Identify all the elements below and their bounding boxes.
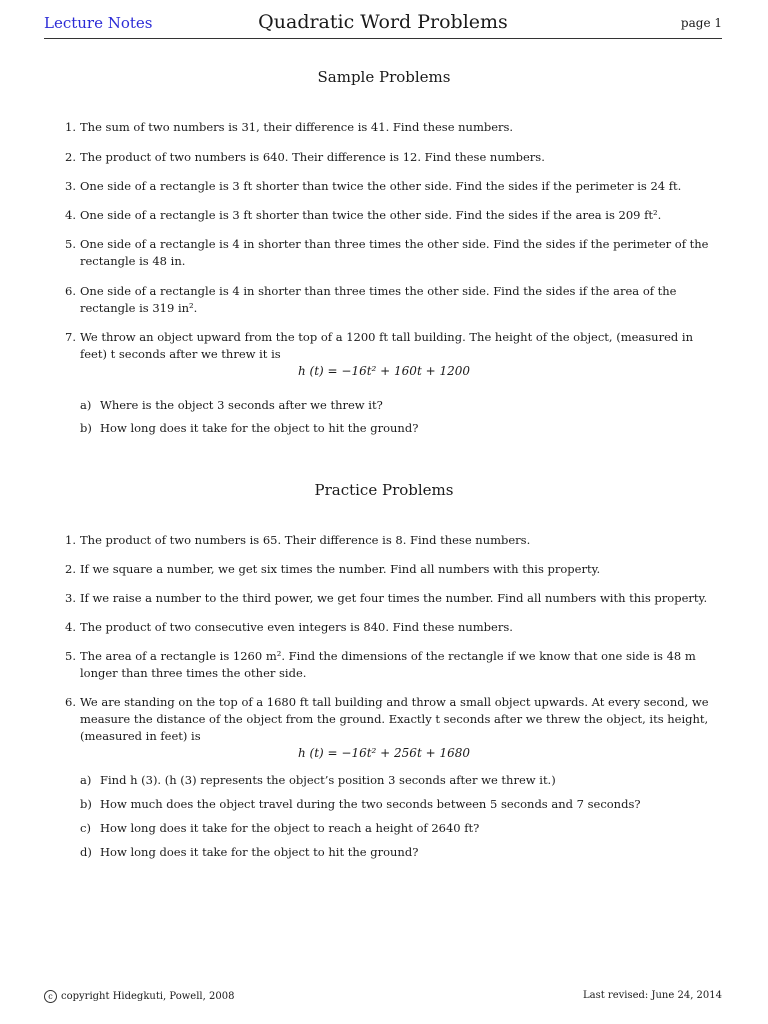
sample-problem (62, 283, 722, 317)
sample-problem (62, 119, 722, 136)
last-revised: Last revised: June 24, 2014 (583, 990, 722, 1001)
problem-text: We throw an object upward from the top of a 1200 ft tall building. The height of the object, (measured in feet) t seconds after we threw it is (80, 330, 693, 361)
practice-problem (62, 648, 722, 682)
practice-problem (62, 619, 722, 636)
problem-text: The sum of two numbers is 31, their difference is 41. Find these numbers. (80, 120, 514, 134)
problem-text: One side of a rectangle is 3 ft shorter than twice the other side. Find the sides if the perimeter is 24 ft. (80, 179, 682, 193)
practice-subquestion (80, 844, 722, 861)
copyright-notice (44, 990, 234, 1003)
problem-number: 2. (65, 150, 76, 164)
sample-problem (62, 178, 722, 195)
problem-number: 2. (65, 562, 76, 576)
subquestion-label: a) (80, 773, 92, 787)
sample-problems-heading: Sample Problems (317, 68, 451, 86)
practice-subquestion (80, 772, 722, 789)
practice-problems-heading: Practice Problems (314, 481, 454, 499)
practice-problem (62, 590, 722, 607)
sample-subquestion (80, 420, 722, 437)
problem-text: The product of two numbers is 65. Their difference is 8. Find these numbers. (80, 533, 531, 547)
height-equation: h (t) = −16t² + 160t + 1200 (297, 364, 470, 378)
subquestion-label: d) (80, 845, 92, 859)
subquestion-text: How long does it take for the object to hit the ground? (100, 421, 419, 435)
problem-text: The product of two consecutive even integers is 840. Find these numbers. (80, 620, 513, 634)
sample-subquestion (80, 397, 722, 414)
sample-problem (62, 207, 722, 224)
problem-number: 6. (65, 695, 76, 709)
problem-text: The product of two numbers is 640. Their difference is 12. Find these numbers. (80, 150, 545, 164)
copyright-text: copyright Hidegkuti, Powell, 2008 (61, 991, 235, 1002)
problem-text: If we square a number, we get six times the number. Find all numbers with this property. (80, 562, 601, 576)
copyright-icon: c (44, 990, 57, 1003)
problem-number: 1. (65, 533, 76, 547)
subquestion-label: c) (80, 821, 91, 835)
practice-problem (62, 532, 722, 549)
problem-number: 4. (65, 208, 76, 222)
problem-number: 3. (65, 179, 76, 193)
subquestion-text: Where is the object 3 seconds after we threw it? (100, 398, 383, 412)
problem-text: One side of a rectangle is 3 ft shorter than twice the other side. Find the sides if the area is 209 ft². (80, 208, 662, 222)
practice-subquestion (80, 796, 722, 813)
problem-text: We are standing on the top of a 1680 ft tall building and throw a small object upwards. At every second, we measure the distance of the object from the ground. Exactly t seconds after we threw the object, its height, (measured in feet) is (80, 695, 709, 743)
problem-number: 7. (65, 330, 76, 344)
subquestion-text: How much does the object travel during the two seconds between 5 seconds and 7 seconds? (100, 797, 641, 811)
problem-text: One side of a rectangle is 4 in shorter than three times the other side. Find the sides if the perimeter of the rectangle is 48 in. (80, 237, 709, 268)
height-equation: h (t) = −16t² + 256t + 1680 (297, 746, 470, 760)
problem-number: 5. (65, 237, 76, 251)
practice-subquestion (80, 820, 722, 837)
header-course-label: Lecture Notes (44, 14, 153, 32)
subquestion-text: How long does it take for the object to reach a height of 2640 ft? (100, 821, 480, 835)
subquestion-label: b) (80, 797, 92, 811)
subquestion-text: How long does it take for the object to hit the ground? (100, 845, 419, 859)
practice-problem (62, 694, 722, 745)
problem-text: One side of a rectangle is 4 in shorter than three times the other side. Find the sides if the area of the rectangle is 319 in². (80, 284, 677, 315)
sample-problem (62, 236, 722, 270)
problem-text: If we raise a number to the third power, we get four times the number. Find all numbers with this property. (80, 591, 708, 605)
problem-number: 4. (65, 620, 76, 634)
sample-problem (62, 149, 722, 166)
problem-number: 1. (65, 120, 76, 134)
problem-number: 6. (65, 284, 76, 298)
page-header (44, 10, 722, 39)
document-title: Quadratic Word Problems (258, 11, 508, 33)
subquestion-label: b) (80, 421, 92, 435)
problem-text: The area of a rectangle is 1260 m². Find the dimensions of the rectangle if we know that one side is 48 m longer than three times the other side. (80, 649, 696, 680)
subquestion-text: Find h (3). (h (3) represents the object’s position 3 seconds after we threw it.) (100, 773, 556, 787)
sample-problem (62, 329, 722, 363)
problem-number: 3. (65, 591, 76, 605)
page-number: page 1 (680, 16, 722, 30)
problem-number: 5. (65, 649, 76, 663)
practice-problem (62, 561, 722, 578)
subquestion-label: a) (80, 398, 92, 412)
